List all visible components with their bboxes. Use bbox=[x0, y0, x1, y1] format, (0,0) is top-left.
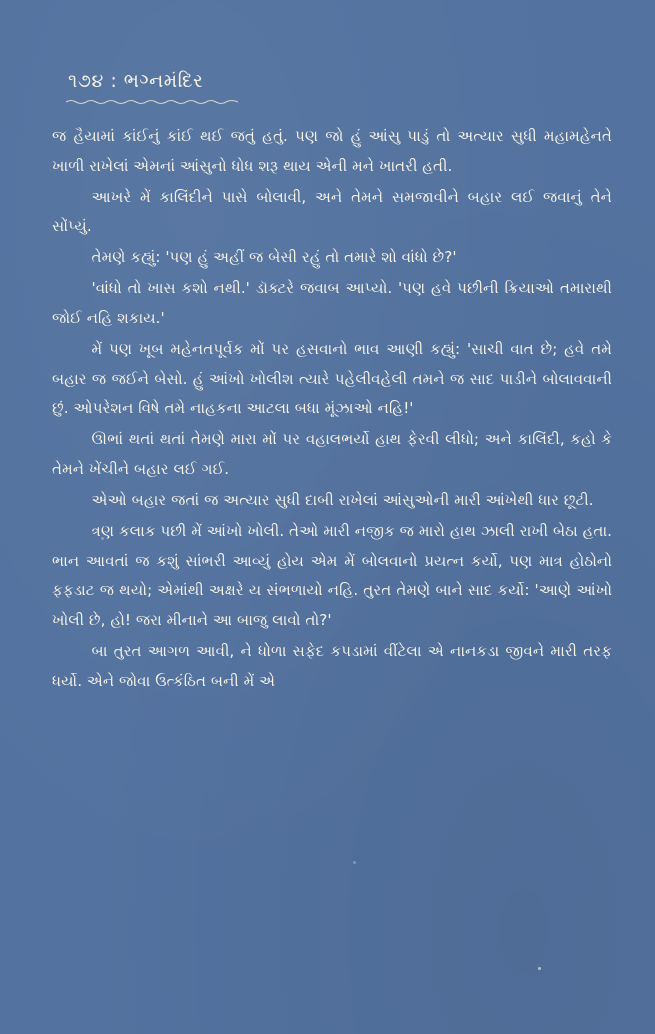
paper-speck bbox=[101, 537, 104, 540]
paragraph: જ હૈયામાં કાંઈનું કાંઈ થઈ જતું હતું. પણ જો હું આંસુ પાડું તો અત્યાર સુધી મહામહેનતે ખાળી રાખેલાં એમનાં આંસુનો ધોધ શરૂ થાય એની મને ખાતરી હતી. bbox=[52, 127, 612, 175]
paragraph: ઊભાં થતાં થતાં તેમણે મારા મોં પર વહાલભર્યો હાથ ફેરવી લીધો; અને કાલિંદી, કહો કે તેમને ખેંચીને બહાર લઈ ગઈ. bbox=[52, 430, 612, 479]
paragraph: બા તુરત આગળ આવી, ને ધોળા સફેદ કપડામાં વીંટેલા એ નાનકડા જીવને મારી તરફ ધર્યો. એને જોવા ઉત્કંઠિત બની મેં એ bbox=[52, 642, 612, 690]
paragraph: તેમણે કહ્યું: 'પણ હું અહીં જ બેસી રહું તો તમારે શો વાંધો છે?' bbox=[91, 248, 457, 267]
paragraph: ત્રણ કલાક પછી મેં આંખો ખોલી. તેઓ મારી નજીક જ મારો હાથ ઝાલી રાખી બેઠા હતા. ભાન આવતાં જ કશું સાંભરી આવ્યું હોય એમ મેં બોલવાનો પ્રયત્ન કર્યો, પણ માત્ર હોઠોનો ફફડાટ જ થયો; એમાંથી અક્ષરે ય સંભળાયો નહિ. તુરત તેમણે બાને સાદ કર્યો: 'આણે આંખો ખોલી છે, હો! જરા મીનાને આ બાજુ લાવો તો?' bbox=[52, 522, 612, 629]
paper-speck bbox=[538, 967, 541, 970]
running-header: ૧૭૪ : ભગ્નમંદિર bbox=[68, 70, 204, 92]
paragraph: આખરે મેં કાલિંદીને પાસે બોલાવી, અને તેમને સમજાવીને બહાર લઈ જવાનું તેને સોંપ્યું. bbox=[52, 187, 612, 236]
paragraph: એઓ બહાર જતાં જ અત્યાર સુધી દાબી રાખેલાં આંસુઓની મારી આંખેથી ધાર છૂટી. bbox=[91, 491, 594, 510]
paper-speck bbox=[353, 861, 356, 864]
paragraph: મેં પણ ખૂબ મહેનતપૂર્વક મોં પર હસવાનો ભાવ આણી કહ્યું: 'સાચી વાત છે; હવે તમે બહાર જ જઈને બેસો. હું આંખો ખોલીશ ત્યારે પહેલીવહેલી તમને જ સાદ પાડીને બોલાવવાની છું. ઓપરેશન વિષે તમે નાહકના આટલા બધા મૂંઝાઓ નહિ!' bbox=[52, 340, 612, 418]
header-underline bbox=[66, 99, 238, 105]
body-text bbox=[52, 122, 612, 698]
paragraph: 'વાંધો તો ખાસ કશો નથી.' ડૉક્ટરે જવાબ આપ્યો. 'પણ હવે પછીની ક્રિયાઓ તમારાથી જોઈ નહિ શકાય.' bbox=[52, 279, 612, 328]
